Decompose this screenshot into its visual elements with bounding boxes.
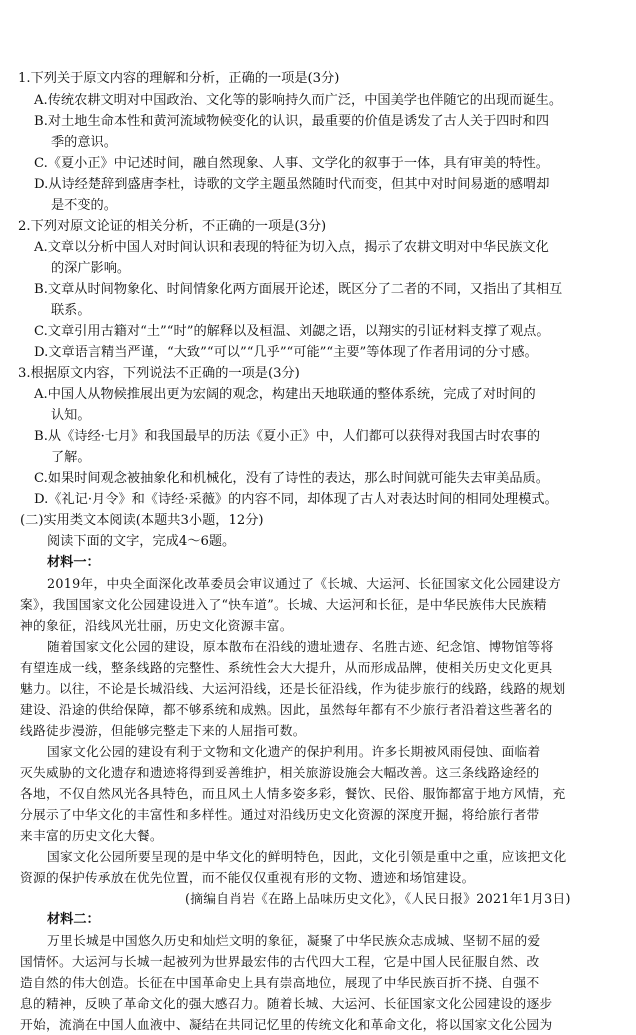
q2-option-b-line1: B.文章从时间物象化、时间情象化两方面展开论述，既区分了二者的不同，又指出了其相互 [34, 282, 563, 297]
material-1-line: 资源的保护传承放在优先位置，而不能仅仅重视有形的文物、遗迹和场馆建设。 [20, 870, 475, 885]
material-1-line: 魅力。以往，不论是长城沿线、大运河沿线，还是长征沿线，作为徒步旅行的线路，线路的规划 [20, 681, 566, 696]
q2-option-c: C.文章引用古籍对“土”“时”的解释以及桓温、刘勰之语，以翔实的引证材料支撑了观点。 [34, 324, 550, 339]
material-1-line: 有望连成一线，整条线路的完整性、系统性会大大提升，从而形成品牌，使相关历史文化更具 [20, 660, 553, 675]
material-1-line: 灭失威胁的文化遗存和遗迹将得到妥善维护，相关旅游设施会大幅改善。这三条线路途经的 [20, 765, 540, 780]
section-heading: (二)实用类文本阅读(本题共3小题，12分) [20, 513, 264, 528]
q1-option-d-line2: 是不变的。 [51, 198, 117, 213]
material-1-title: 材料一： [47, 555, 100, 570]
q3-option-c: C.如果时间观念被抽象化和机械化，没有了诗性的表达，那么时间就可能失去审美品质。 [34, 471, 549, 486]
q2-option-b-line2: 联系。 [51, 303, 91, 318]
material-1-line: 建设、沿途的供给保障，都不够系统和成熟。因此，虽然每年都有不少旅行者沿着这些著名的 [20, 702, 553, 717]
q2-option-a-line2: 的深广影响。 [51, 261, 131, 276]
material-1-line: 国家文化公园所要呈现的是中华文化的鲜明特色，因此，文化引领是重中之重，应该把文化 [47, 849, 567, 864]
material-1-line: 线路徒步漫游，但能够完整走下来的人屈指可数。 [20, 723, 306, 738]
question-3-stem: 3.根据原文内容，下列说法不正确的一项是(3分) [18, 366, 300, 381]
q3-option-b-line1: B.从《诗经·七月》和我国最早的历法《夏小正》中，人们都可以获得对我国古时农事的 [34, 429, 541, 444]
q1-option-d-line1: D.从诗经楚辞到盛唐李杜，诗歌的文学主题虽然随时代而变，但其中对时间易逝的感喟却 [34, 177, 550, 192]
q3-option-d: D.《礼记·月令》和《诗经·采薇》的内容不同，却体现了古人对表达时间的相同处理模式。 [34, 492, 558, 507]
question-2-stem: 2.下列对原文论证的相关分析，不正确的一项是(3分) [18, 219, 327, 234]
q3-option-a-line1: A.中国人从物候推展出更为宏阔的观念，构建出天地联通的整体系统，完成了对时间的 [34, 387, 536, 402]
q3-option-a-line2: 认知。 [51, 408, 91, 423]
material-1-line: 神的象征，沿线风光壮丽，历史文化资源丰富。 [20, 618, 293, 633]
q2-option-a-line1: A.文章以分析中国人对时间认识和表现的特征为切入点，揭示了农耕文明对中华民族文化 [34, 240, 549, 255]
section-instruction: 阅读下面的文字，完成4～6题。 [47, 534, 236, 549]
q1-option-b-line2: 季的意识。 [51, 135, 117, 150]
material-1-source: (摘编自肖岩《在路上品味历史文化》，《人民日报》2021年1月3日) [185, 891, 571, 906]
material-1-line: 随着国家文化公园的建设，原本散布在沿线的遗址遗存、名胜古迹、纪念馆、博物馆等将 [47, 639, 554, 654]
material-1-line: 各地，不仅自然风光各具特色，而且风土人情多姿多彩，餐饮、民俗、服饰都富于地方风情，充 [20, 786, 566, 801]
material-2-line: 息的精神，反映了革命文化的强大感召力。随着长城、大运河、长征国家文化公园建设的逐步 [20, 996, 553, 1011]
q3-option-b-line2: 了解。 [51, 450, 91, 465]
q1-option-a: A.传统农耕文明对中国政治、文化等的影响持久而广泛，中国美学也伴随它的出现而诞生。 [34, 93, 563, 108]
material-1-line: 案》，我国国家文化公园建设进入了“快车道”。长城、大运河和长征，是中华民族伟大民族精 [20, 597, 547, 612]
material-2-line: 万里长城是中国悠久历史和灿烂文明的象征，凝聚了中华民族众志成城、坚韧不屈的爱 [47, 933, 541, 948]
material-2-line: 国情怀。大运河与长城一起被列为世界最宏伟的古代四大工程，它是中国人民征服自然、改 [20, 954, 540, 969]
q1-option-c: C.《夏小正》中记述时间，融自然现象、人事、文学化的叙事于一体，具有审美的特性。 [34, 156, 549, 171]
material-1-line: 分展示了中华文化的丰富性和多样性。通过对沿线历史文化资源的深度开掘，将给旅行者带 [20, 807, 540, 822]
material-1-line: 来丰富的历史文化大餐。 [20, 828, 163, 843]
material-2-title: 材料二： [47, 912, 100, 927]
material-2-line: 造自然的伟大创造。长征在中国革命史上具有崇高地位，展现了中华民族百折不挠、自强不 [20, 975, 540, 990]
question-1-stem: 1.下列关于原文内容的理解和分析，正确的一项是(3分) [18, 71, 340, 86]
q2-option-d: D.文章语言精当严谨，“大致”“可以”“几乎”“可能”“主要”等体现了作者用词的分寸感。 [34, 345, 538, 360]
material-1-line: 2019年，中央全面深化改革委员会审议通过了《长城、大运河、长征国家文化公园建设方 [47, 576, 562, 591]
material-1-line: 国家文化公园的建设有利于文物和文化遗产的保护利用。许多长期被风雨侵蚀、面临着 [47, 744, 541, 759]
material-2-line: 开始，流淌在中国人血液中、凝结在共同记忆里的传统文化和革命文化，将以国家文化公园为 [20, 1017, 553, 1032]
q1-option-b-line1: B.对土地生命本性和黄河流域物候变化的认识，最重要的价值是诱发了古人关于四时和四 [34, 114, 550, 129]
